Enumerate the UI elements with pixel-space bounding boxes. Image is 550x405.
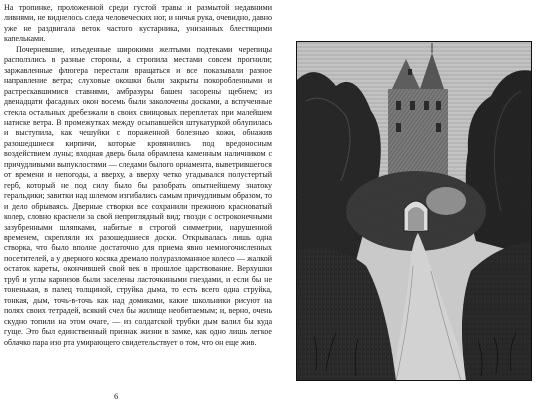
paragraph-2: Почерневшие, изъеденные широкими желтыми подтеками черепицы расползлись в разные стороны, а стропила местами совсем прогнили; заржавленные флюгера перестали вращаться и все показывали разное направление ветра; слуховые окошки были закрыты покоробленными и растрескавшимися ставнями, амбразуры башен засорены щебнем; из двенадцати фасадных окон восемь были заколочены досками, а вспученные стекла остальных дребезжали в своих свинцовых переплетах при малейшем натиске ветра. В промежутках между осыпавшейся штукатуркой облупилась и выступила, как чешуйки с пораженной болезнью кожи, обнажив разошедшиеся кирпичи, которые кровянились под вредоносным воздействием луны; входная дверь была обрамлена каменным наличником с причудливыми выпуклостями — следами былого орнамента, выветрившегося от времени и непогоды, а вверху, а вверху четко угадывался полустертый герб, который не под силу было бы разобрать опытнейшему знатоку геральдики; завитки над шлемом изгибались самым причудливым образом, то и дело обрываясь. Дверные створки все сохранили прежнюю красноватый колер, словно краснели за свой неприглядный вид; гвозди с остроконечными зазубренными шляпками, набитые в строгой симметрии, нарушенной временем, скрепляли их разошедшиеся доски. Открывалась лишь одна створка, что было вполне достаточно для приема явно немногочисленных посетителей, а у дверного косяка дремало полуразломанное колесо — жалкой остаток кареты, окончившей свой век в прошлое царствование. Верхушки труб и углы карнизов были заселены ласточкиными гнездами, и если бы не тоненькая, в палец толщиной, струйка дыма, то есть всего одна струйка, тонкая, дым, точь-в-точь как над домиками, какие школьники рисуют на полях своих тетрадей, всякий счел бы жилище необитаемым; и, верно, очень скудно топили на этом очаге, — из солдатской трубки дым валил бы куда гуще. Это был единственный признак жизни в замке, как одно лишь легкое облачко пара изо рта умирающего свидетельствует о том, что он еще жив. xyxy=(4,44,272,347)
text-column xyxy=(4,3,272,348)
engraving-illustration xyxy=(296,41,532,381)
page-number: 6 xyxy=(114,391,119,401)
paragraph-1: На тропинке, проложенной среди густой травы и размытой недавними ливнями, не виднелось следа человеческих ног, и ничья рука, очевидно, давно уже не раздвигала веток частого кустарника, унизанных блестящими капельками. xyxy=(4,3,272,44)
